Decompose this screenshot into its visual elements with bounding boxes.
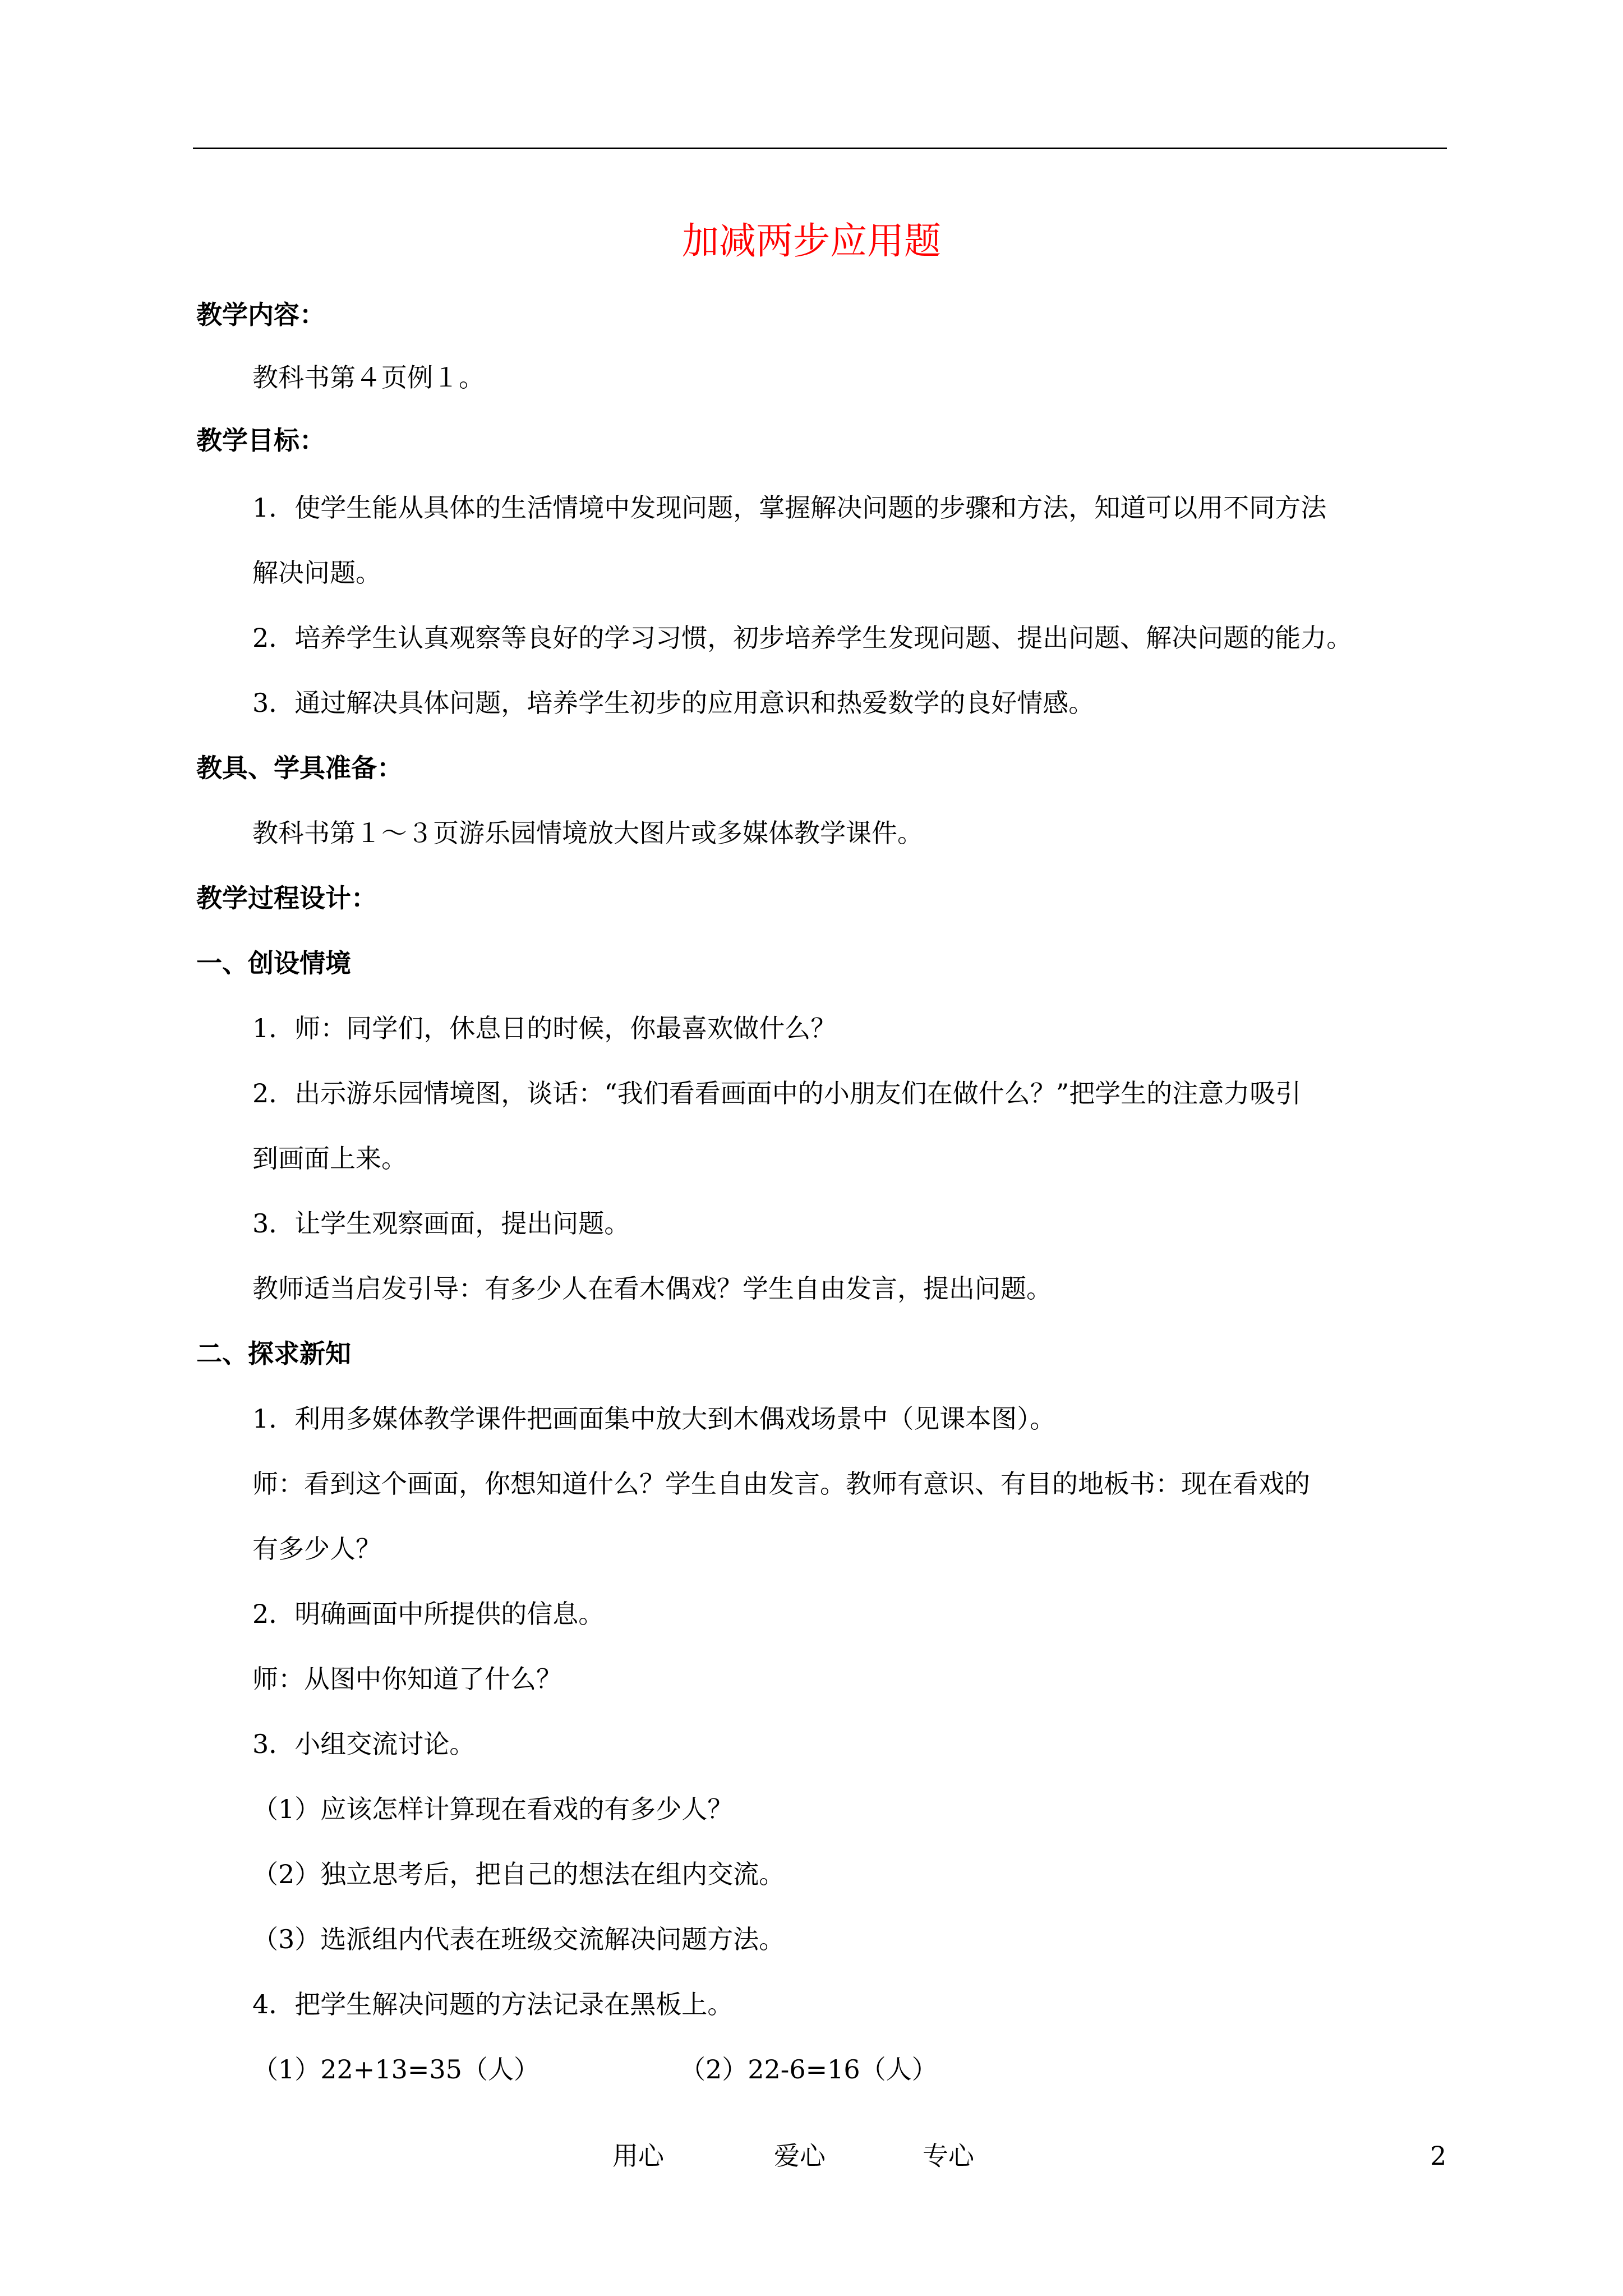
list-item: 1．使学生能从具体的生活情境中发现问题，掌握解决问题的步骤和方法，知道可以用不同方法 [252,493,1327,523]
list-item: 3．小组交流讨论。 [252,1729,476,1759]
section-heading-materials: 教具、学具准备： [196,753,403,783]
paragraph: 教师适当启发引导：有多少人在看木偶戏？学生自由发言，提出问题。 [252,1273,1052,1304]
paragraph: 师：看到这个画面，你想知道什么？学生自由发言。教师有意识、有目的地板书：现在看戏的 [252,1469,1310,1499]
section-heading-content: 教学内容： [196,300,325,330]
subsection-heading: 二、探求新知 [196,1338,351,1369]
list-item: 1．利用多媒体教学课件把画面集中放大到木偶戏场景中（见课本图）。 [252,1404,1056,1434]
list-item: 2．明确画面中所提供的信息。 [252,1599,605,1629]
subsection-heading: 一、创设情境 [196,948,351,978]
list-item: 2．培养学生认真观察等良好的学习习惯，初步培养学生发现问题、提出问题、解决问题的能力。 [252,623,1353,653]
section-heading-process: 教学过程设计： [196,883,377,913]
header-rule [193,148,1447,149]
list-item-continuation: 解决问题。 [252,558,381,588]
document-title: 加减两步应用题 [682,219,941,263]
list-item: 1．师：同学们，休息日的时候，你最喜欢做什么？ [252,1013,837,1043]
list-item: 2．出示游乐园情境图，谈话：“我们看看画面中的小朋友们在做什么？”把学生的注意力吸引 [252,1078,1302,1108]
footer-word: 用心 [612,2141,664,2171]
section-heading-goals: 教学目标： [196,425,325,455]
sub-list-item: （3）选派组内代表在班级交流解决问题方法。 [252,1924,785,1954]
list-item: 3．让学生观察画面，提出问题。 [252,1208,630,1239]
paragraph: 教科书第４页例１。 [252,362,485,393]
paragraph: 师：从图中你知道了什么？ [252,1664,562,1694]
paragraph-continuation: 有多少人？ [252,1534,381,1564]
list-item-continuation: 到画面上来。 [252,1143,407,1174]
equation: （1）22+13=35（人） [252,2054,540,2085]
footer-word: 专心 [923,2141,974,2171]
list-item: 4．把学生解决问题的方法记录在黑板上。 [252,1989,734,2019]
page-number: 2 [1430,2141,1447,2171]
paragraph: 教科书第１～３页游乐园情境放大图片或多媒体教学课件。 [252,818,923,848]
equation: （2）22-6=16（人） [680,2054,938,2085]
footer-word: 爱心 [774,2141,826,2171]
list-item: 3．通过解决具体问题，培养学生初步的应用意识和热爱数学的良好情感。 [252,688,1095,718]
sub-list-item: （2）独立思考后，把自己的想法在组内交流。 [252,1859,785,1889]
sub-list-item: （1）应该怎样计算现在看戏的有多少人？ [252,1794,734,1824]
